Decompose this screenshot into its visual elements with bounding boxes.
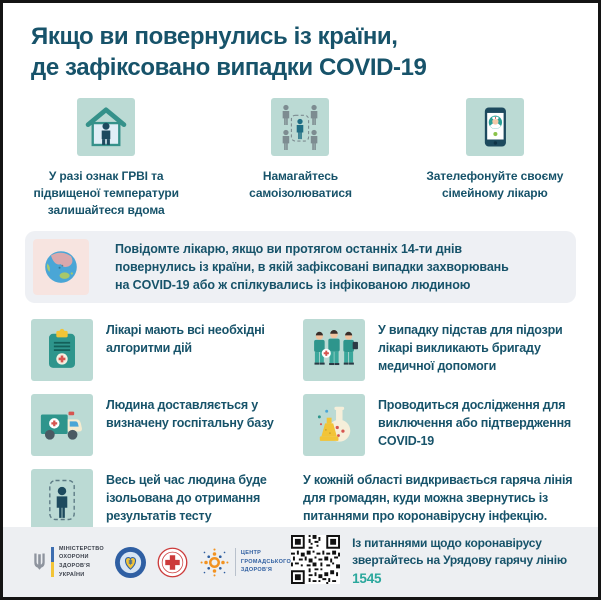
- info-text: Проводиться дослідження для виключення або підтвердження COVID-19: [378, 398, 572, 448]
- self-isolation-icon: [271, 98, 329, 156]
- title-line-1: Якщо ви повернулись із країни,: [31, 23, 398, 50]
- hotline-text: Із питаннями щодо коронавірусу звертайтесь на Урядову гарячу лінію: [352, 536, 567, 568]
- info-text: У випадку підстав для підозри лікарі викликають бригаду медичної допомоги: [378, 323, 563, 373]
- phc-logo-text: ЦЕНТР ГРОМАДСЬКОГО ЗДОРОВ'Я: [240, 550, 292, 574]
- info-item-regional-hotline: [303, 469, 589, 531]
- action-label: У разі ознак ГРВІ та підвищеної температури залишайтеся вдома: [33, 169, 179, 217]
- info-item-medical-team: [303, 319, 589, 381]
- action-label: Намагайтесь самоізолюватися: [249, 169, 352, 200]
- info-text: Лікарі мають всі необхідні алгоритми дій: [106, 323, 265, 355]
- top-actions-row: [9, 98, 592, 218]
- info-item-isolation-period: [31, 469, 303, 531]
- moh-ukraine-logo: [33, 545, 104, 579]
- action-stay-home: [9, 98, 203, 218]
- footer: [3, 527, 598, 597]
- phc-mark-icon: [199, 547, 230, 578]
- lab-flask-icon: [303, 394, 365, 456]
- trident-icon: [33, 551, 46, 573]
- info-text: У кожній області видкривається гаряча лінія для громадян, куди можна звернутись із питаннями про коронавірусну інфекцію.: [303, 473, 573, 523]
- clipboard-icon: [31, 319, 93, 381]
- phone-doctor-icon: [466, 98, 524, 156]
- info-grid: [31, 319, 589, 531]
- red-cross-logo: [157, 547, 188, 578]
- action-call-doctor: [398, 98, 592, 218]
- qr-code: [291, 535, 340, 584]
- hotline-text-block: [352, 535, 580, 588]
- house-stay-home-icon: [77, 98, 135, 156]
- ambulance-icon: [31, 394, 93, 456]
- info-text: Людина доставляється у визначену госпітальну базу: [106, 398, 274, 430]
- info-item-hospital-transfer: [31, 394, 303, 456]
- public-health-center-logo: [199, 547, 291, 578]
- page-title: [31, 21, 427, 83]
- logo-divider: [235, 548, 236, 576]
- notice-banner: [25, 231, 576, 303]
- action-self-isolate: [203, 98, 397, 218]
- info-item-algorithms: [31, 319, 303, 381]
- moh-logo-text: МІНІСТЕРСТВО ОХОРОНИ ЗДОРОВ'Я УКРАЇНИ: [59, 545, 104, 578]
- hotline-number: 1545: [352, 570, 382, 586]
- title-line-2: де зафіксовано випадки COVID-19: [31, 54, 427, 82]
- medical-team-icon: [303, 319, 365, 381]
- globe-icon: [33, 239, 89, 295]
- notice-text: Повідомте лікарю, якщо ви протягом останніх 14-ти днів повернулись із країни, в якій зафіксовані випадки захворювань на COVID-19 або ж спілкувались із інфікованою людиною: [115, 241, 509, 293]
- info-item-testing: [303, 394, 589, 456]
- health-heart-logo: [115, 547, 146, 578]
- hotline-block: [291, 535, 580, 588]
- partner-logos: [33, 545, 291, 579]
- info-text: Весь цей час людина буде ізольована до отримання результатів тесту: [106, 473, 267, 523]
- action-label: Зателефонуйте своєму сімейному лікарю: [426, 169, 564, 200]
- isolated-person-icon: [31, 469, 93, 531]
- logo-divider: [51, 547, 54, 577]
